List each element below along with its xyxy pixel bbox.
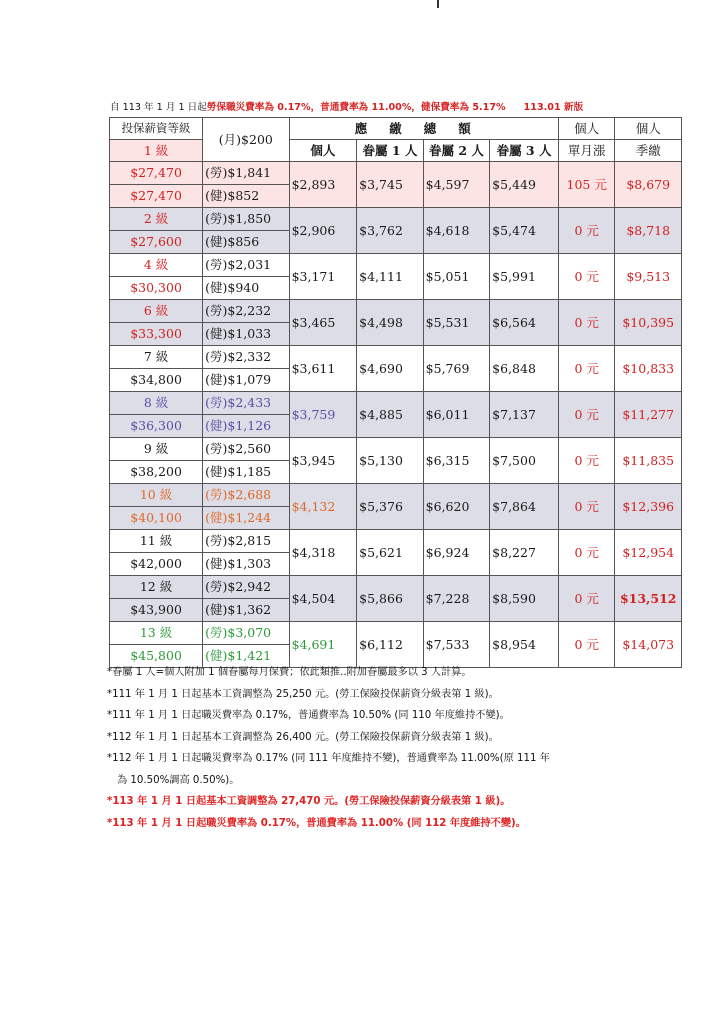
- quarterly-amount: $11,835: [615, 438, 682, 484]
- salary-cell: $27,600: [110, 231, 203, 254]
- premium-table: [109, 117, 682, 668]
- table-row: [110, 346, 682, 369]
- labor-premium: (勞)$2,433: [203, 392, 289, 415]
- footnote-2: *111 年 1 月 1 日起基本工資調整為 25,250 元。(勞工保險投保薪資分級表第 1 級)。: [107, 688, 499, 700]
- quarterly-amount: $10,833: [615, 346, 682, 392]
- dependent-2-total: $6,011: [423, 392, 490, 438]
- grade-cell: 9 級: [110, 438, 203, 461]
- col-dependent-2: 眷屬 2 人: [423, 140, 490, 162]
- salary-cell: $43,900: [110, 599, 203, 622]
- version-label: 113.01 新版: [523, 102, 584, 113]
- labor-premium: (勞)$2,815: [203, 530, 289, 553]
- salary-cell: $45,800: [110, 645, 203, 668]
- salary-cell: $36,300: [110, 415, 203, 438]
- dependent-2-total: $4,618: [423, 208, 490, 254]
- table-row: [110, 530, 682, 553]
- monthly-increase: 0 元: [558, 576, 615, 622]
- grade-cell: 7 級: [110, 346, 203, 369]
- dependent-2-total: $5,051: [423, 254, 490, 300]
- dependent-3-total: $5,449: [490, 162, 559, 208]
- monthly-increase: 0 元: [558, 208, 615, 254]
- health-premium: (健)$1,185: [203, 461, 289, 484]
- grade-cell: 8 級: [110, 392, 203, 415]
- labor-premium: (勞)$3,070: [203, 622, 289, 645]
- footnote-7: *113 年 1 月 1 日起職災費率為 0.17%，普通費率為 11.00% (同 112 年度維持不變)。: [107, 817, 526, 829]
- labor-premium: (勞)$2,688: [203, 484, 289, 507]
- personal-header-a: 個人: [558, 118, 615, 140]
- individual-total: $4,132: [289, 484, 357, 530]
- individual-total: $3,611: [289, 346, 357, 392]
- dependent-3-total: $8,954: [490, 622, 559, 668]
- footnotes: [107, 662, 707, 834]
- quarterly-amount: $14,073: [615, 622, 682, 668]
- table-row: [110, 622, 682, 645]
- dependent-3-total: $7,500: [490, 438, 559, 484]
- table-row: [110, 576, 682, 599]
- dependent-3-total: $5,474: [490, 208, 559, 254]
- dependent-3-total: $7,864: [490, 484, 559, 530]
- health-premium: (健)$1,362: [203, 599, 289, 622]
- grade-cell: 2 級: [110, 208, 203, 231]
- individual-total: $3,465: [289, 300, 357, 346]
- monthly-header: (月)$200: [203, 118, 289, 162]
- total-header: 應繳總額: [289, 118, 558, 140]
- dependent-1-total: $6,112: [357, 622, 424, 668]
- headline-rates: 勞保職災費率為 0.17%，普通費率為 11.00%，健保費率為 5.17%: [206, 102, 506, 113]
- scan-mark: [437, 0, 439, 8]
- dependent-1-total: $5,621: [357, 530, 424, 576]
- dependent-2-total: $5,531: [423, 300, 490, 346]
- individual-total: $3,945: [289, 438, 357, 484]
- dependent-2-total: $7,533: [423, 622, 490, 668]
- individual-total: $2,893: [289, 162, 357, 208]
- footnote-5a: *112 年 1 月 1 日起職災費率為 0.17% (同 111 年度維持不變)，普通費率為 11.00%(原 111 年: [107, 753, 550, 764]
- col-dependent-3: 眷屬 3 人: [490, 140, 559, 162]
- labor-premium: (勞)$2,232: [203, 300, 289, 323]
- dependent-2-total: $6,315: [423, 438, 490, 484]
- footnote-5b: 為 10.50%調高 0.50%)。: [117, 774, 240, 786]
- header-row-2: [110, 140, 682, 162]
- col-individual: 個人: [289, 140, 357, 162]
- health-premium: (健)$856: [203, 231, 289, 254]
- individual-total: $4,504: [289, 576, 357, 622]
- header-row-1: [110, 118, 682, 140]
- monthly-increase: 0 元: [558, 392, 615, 438]
- grade-cell: 6 級: [110, 300, 203, 323]
- headline-prefix: 自 113 年 1 月 1 日起: [110, 102, 207, 113]
- quarterly-amount: $12,396: [615, 484, 682, 530]
- table-row: [110, 484, 682, 507]
- quarterly-amount: $11,277: [615, 392, 682, 438]
- quarterly-amount: $12,954: [615, 530, 682, 576]
- quarterly-amount: $9,513: [615, 254, 682, 300]
- dependent-3-total: $5,991: [490, 254, 559, 300]
- dependent-1-total: $4,498: [357, 300, 424, 346]
- salary-cell: $40,100: [110, 507, 203, 530]
- health-premium: (健)$1,303: [203, 553, 289, 576]
- monthly-increase: 0 元: [558, 622, 615, 668]
- table-row: [110, 392, 682, 415]
- salary-cell: $34,800: [110, 369, 203, 392]
- col-quarterly: 季繳: [615, 140, 682, 162]
- dependent-1-total: $4,885: [357, 392, 424, 438]
- monthly-increase: 0 元: [558, 530, 615, 576]
- quarterly-amount: $8,679: [615, 162, 682, 208]
- labor-premium: (勞)$2,560: [203, 438, 289, 461]
- footnote-3: *111 年 1 月 1 日起職災費率為 0.17%，普通費率為 10.50% (同 110 年度維持不變)。: [107, 710, 510, 721]
- health-premium: (健)$1,126: [203, 415, 289, 438]
- salary-cell: $33,300: [110, 323, 203, 346]
- health-premium: (健)$1,079: [203, 369, 289, 392]
- table-row: [110, 438, 682, 461]
- dependent-1-total: $4,690: [357, 346, 424, 392]
- dependent-3-total: $6,848: [490, 346, 559, 392]
- quarterly-amount: $8,718: [615, 208, 682, 254]
- dependent-3-total: $8,590: [490, 576, 559, 622]
- monthly-increase: 0 元: [558, 300, 615, 346]
- table-row: [110, 300, 682, 323]
- individual-total: $3,171: [289, 254, 357, 300]
- health-premium: (健)$940: [203, 277, 289, 300]
- dependent-2-total: $6,924: [423, 530, 490, 576]
- table-row: [110, 254, 682, 277]
- dependent-3-total: $8,227: [490, 530, 559, 576]
- dependent-1-total: $5,130: [357, 438, 424, 484]
- grade-cell: 12 級: [110, 576, 203, 599]
- monthly-increase: 0 元: [558, 438, 615, 484]
- monthly-increase: 0 元: [558, 254, 615, 300]
- labor-premium: (勞)$1,841: [203, 162, 289, 185]
- monthly-increase: 0 元: [558, 346, 615, 392]
- dependent-3-total: $7,137: [490, 392, 559, 438]
- dependent-1-total: $3,762: [357, 208, 424, 254]
- dependent-1-total: $3,745: [357, 162, 424, 208]
- table-row: [110, 208, 682, 231]
- first-grade-label: 1 級: [110, 140, 203, 162]
- grade-cell: 13 級: [110, 622, 203, 645]
- individual-total: $3,759: [289, 392, 357, 438]
- dependent-1-total: $5,376: [357, 484, 424, 530]
- personal-header-b: 個人: [615, 118, 682, 140]
- footnote-6: *113 年 1 月 1 日起基本工資調整為 27,470 元。(勞工保險投保薪資分級表第 1 級)。: [107, 796, 511, 807]
- salary-cell: $38,200: [110, 461, 203, 484]
- grade-cell: $27,470: [110, 162, 203, 185]
- monthly-increase: 0 元: [558, 484, 615, 530]
- individual-total: $2,906: [289, 208, 357, 254]
- dependent-1-total: $4,111: [357, 254, 424, 300]
- dependent-2-total: $5,769: [423, 346, 490, 392]
- labor-premium: (勞)$2,942: [203, 576, 289, 599]
- page-headline: [110, 99, 710, 113]
- individual-total: $4,691: [289, 622, 357, 668]
- individual-total: $4,318: [289, 530, 357, 576]
- labor-premium: (勞)$2,332: [203, 346, 289, 369]
- dependent-2-total: $7,228: [423, 576, 490, 622]
- labor-premium: (勞)$1,850: [203, 208, 289, 231]
- salary-cell: $27,470: [110, 185, 203, 208]
- health-premium: (健)$1,421: [203, 645, 289, 668]
- grade-cell: 10 級: [110, 484, 203, 507]
- grade-cell: 11 級: [110, 530, 203, 553]
- grade-header: 投保薪資等級: [110, 118, 203, 140]
- col-dependent-1: 眷屬 1 人: [357, 140, 424, 162]
- health-premium: (健)$1,033: [203, 323, 289, 346]
- dependent-3-total: $6,564: [490, 300, 559, 346]
- monthly-increase: 105 元: [558, 162, 615, 208]
- grade-cell: 4 級: [110, 254, 203, 277]
- labor-premium: (勞)$2,031: [203, 254, 289, 277]
- dependent-1-total: $5,866: [357, 576, 424, 622]
- salary-cell: $42,000: [110, 553, 203, 576]
- health-premium: (健)$1,244: [203, 507, 289, 530]
- footnote-4: *112 年 1 月 1 日起基本工資調整為 26,400 元。(勞工保險投保薪資分級表第 1 級)。: [107, 731, 499, 743]
- footnote-1: *眷屬 1 人=個人附加 1 個眷屬每月保費；依此類推..附加眷屬最多以 3 人計算。: [107, 667, 472, 678]
- salary-cell: $30,300: [110, 277, 203, 300]
- dependent-2-total: $6,620: [423, 484, 490, 530]
- table-row: [110, 162, 682, 185]
- dependent-2-total: $4,597: [423, 162, 490, 208]
- quarterly-amount: $13,512: [615, 576, 682, 622]
- health-premium: (健)$852: [203, 185, 289, 208]
- col-monthly-increase: 單月漲: [558, 140, 615, 162]
- quarterly-amount: $10,395: [615, 300, 682, 346]
